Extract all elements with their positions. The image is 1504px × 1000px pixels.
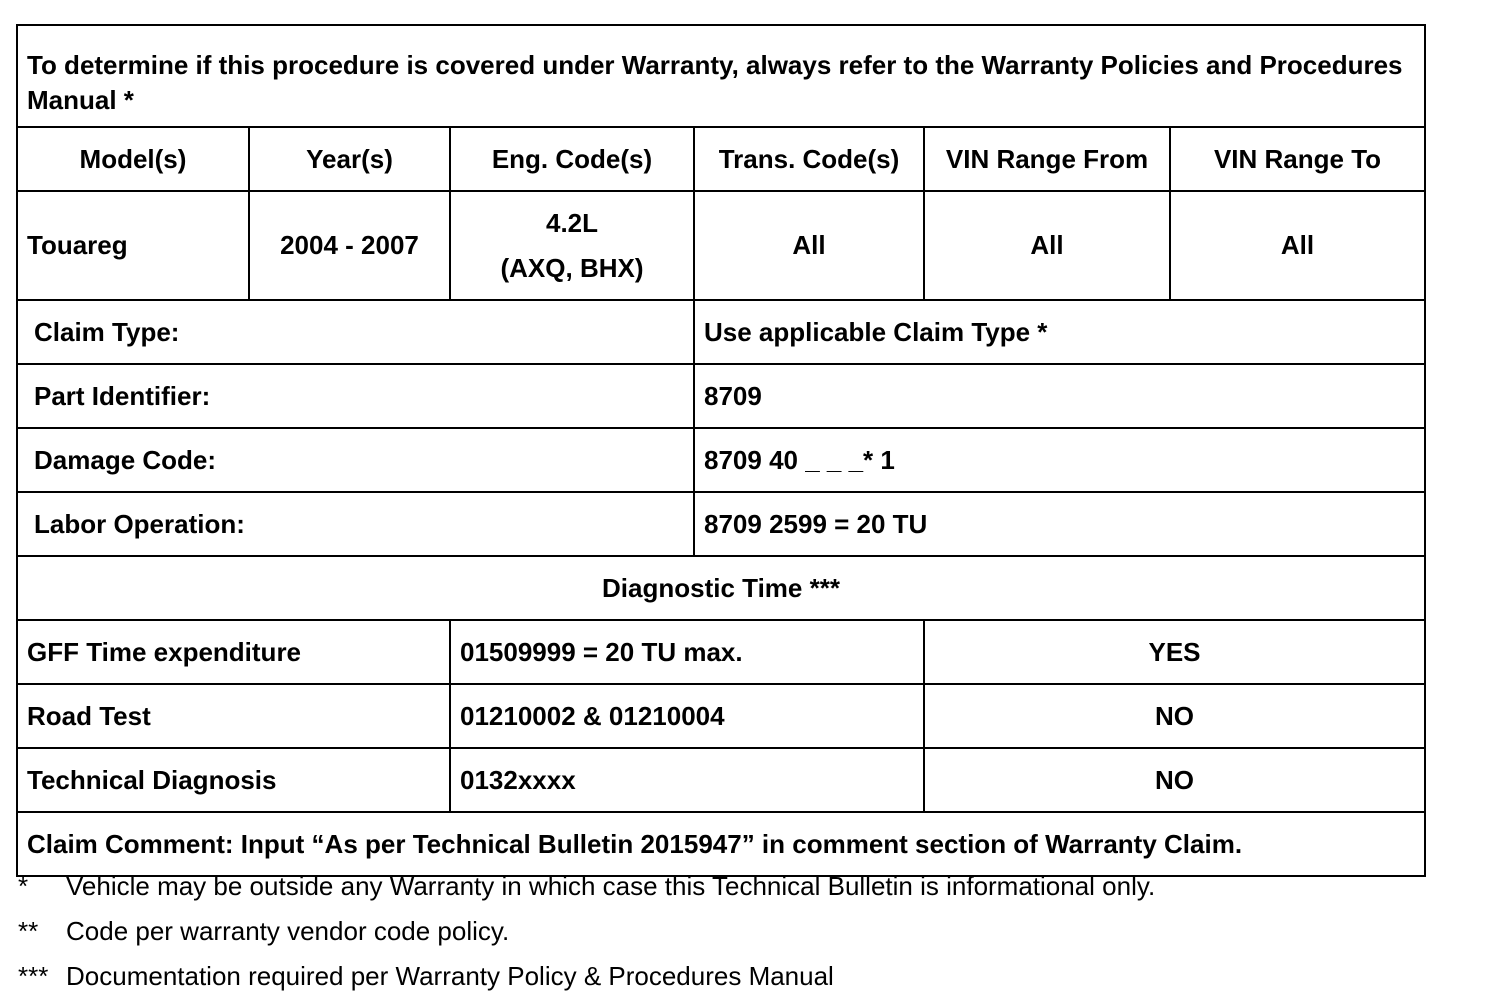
claim-comment: Claim Comment: Input “As per Technical Bulletin 2015947” in comment section of Warranty Claim.	[27, 828, 1243, 859]
col-header-eng-code: Eng. Code(s)	[449, 128, 693, 190]
footnote-text: Code per warranty vendor code policy.	[66, 916, 510, 946]
warranty-intro-text: To determine if this procedure is covered under Warranty, always refer to the Warranty Policies and Procedures Manual *	[27, 50, 1403, 115]
diagnostic-time-title: Diagnostic Time ***	[602, 572, 840, 603]
diagnostic-allowed: NO	[923, 685, 1424, 747]
footnote	[18, 954, 1155, 999]
footnote-mark: *	[18, 871, 29, 901]
diagnostic-allowed: YES	[923, 621, 1424, 683]
vehicle-eng-code	[449, 192, 693, 299]
footnote	[18, 909, 1155, 954]
diagnostic-allowed: NO	[923, 749, 1424, 811]
vehicle-row	[16, 190, 1426, 299]
part-identifier-row	[16, 363, 1426, 427]
footnote	[18, 864, 1155, 909]
labor-operation-value: 8709 2599 = 20 TU	[693, 493, 1424, 555]
col-header-trans-code: Trans. Code(s)	[693, 128, 923, 190]
vehicle-model: Touareg	[27, 230, 128, 260]
footnote-mark: ***	[18, 961, 49, 991]
footnote-text: Documentation required per Warranty Policy & Procedures Manual	[66, 961, 834, 991]
part-identifier-label: Part Identifier:	[34, 380, 211, 411]
vehicle-trans-code: All	[693, 192, 923, 299]
diagnostic-label: Technical Diagnosis	[27, 764, 277, 795]
footnotes	[18, 864, 1155, 999]
vehicle-year: 2004 - 2007	[248, 192, 449, 299]
col-header-year: Year(s)	[248, 128, 449, 190]
diagnostic-code: 01509999 = 20 TU max.	[449, 621, 923, 683]
labor-operation-label: Labor Operation:	[34, 508, 245, 539]
part-identifier-value: 8709	[693, 365, 1424, 427]
table-row	[16, 683, 1426, 747]
vehicle-vin-from: All	[923, 192, 1169, 299]
damage-code-row	[16, 427, 1426, 491]
intro-row	[16, 24, 1426, 126]
footnote-mark: **	[18, 916, 39, 946]
diagnostic-title-row	[16, 555, 1426, 619]
diagnostic-label: GFF Time expenditure	[27, 636, 302, 667]
vehicle-vin-to: All	[1169, 192, 1424, 299]
col-header-model: Model(s)	[79, 143, 187, 174]
diagnostic-code: 01210002 & 01210004	[449, 685, 923, 747]
table-row	[16, 747, 1426, 811]
damage-code-label: Damage Code:	[34, 444, 217, 475]
claim-type-value: Use applicable Claim Type *	[693, 301, 1424, 363]
eng-code-line-2: (AXQ, BHX)	[500, 252, 644, 283]
claim-type-label: Claim Type:	[34, 316, 180, 347]
eng-code-line-1: 4.2L	[545, 207, 599, 238]
column-header-row	[16, 126, 1426, 190]
diagnostic-code: 0132xxxx	[449, 749, 923, 811]
claim-type-row	[16, 299, 1426, 363]
table-row	[16, 619, 1426, 683]
warranty-table	[16, 24, 1426, 877]
col-header-vin-to: VIN Range To	[1169, 128, 1424, 190]
col-header-vin-from: VIN Range From	[923, 128, 1169, 190]
diagnostic-label: Road Test	[27, 700, 151, 731]
footnote-text: Vehicle may be outside any Warranty in which case this Technical Bulletin is informational only.	[66, 871, 1156, 901]
labor-operation-row	[16, 491, 1426, 555]
damage-code-value: 8709 40 _ _ _* 1	[693, 429, 1424, 491]
